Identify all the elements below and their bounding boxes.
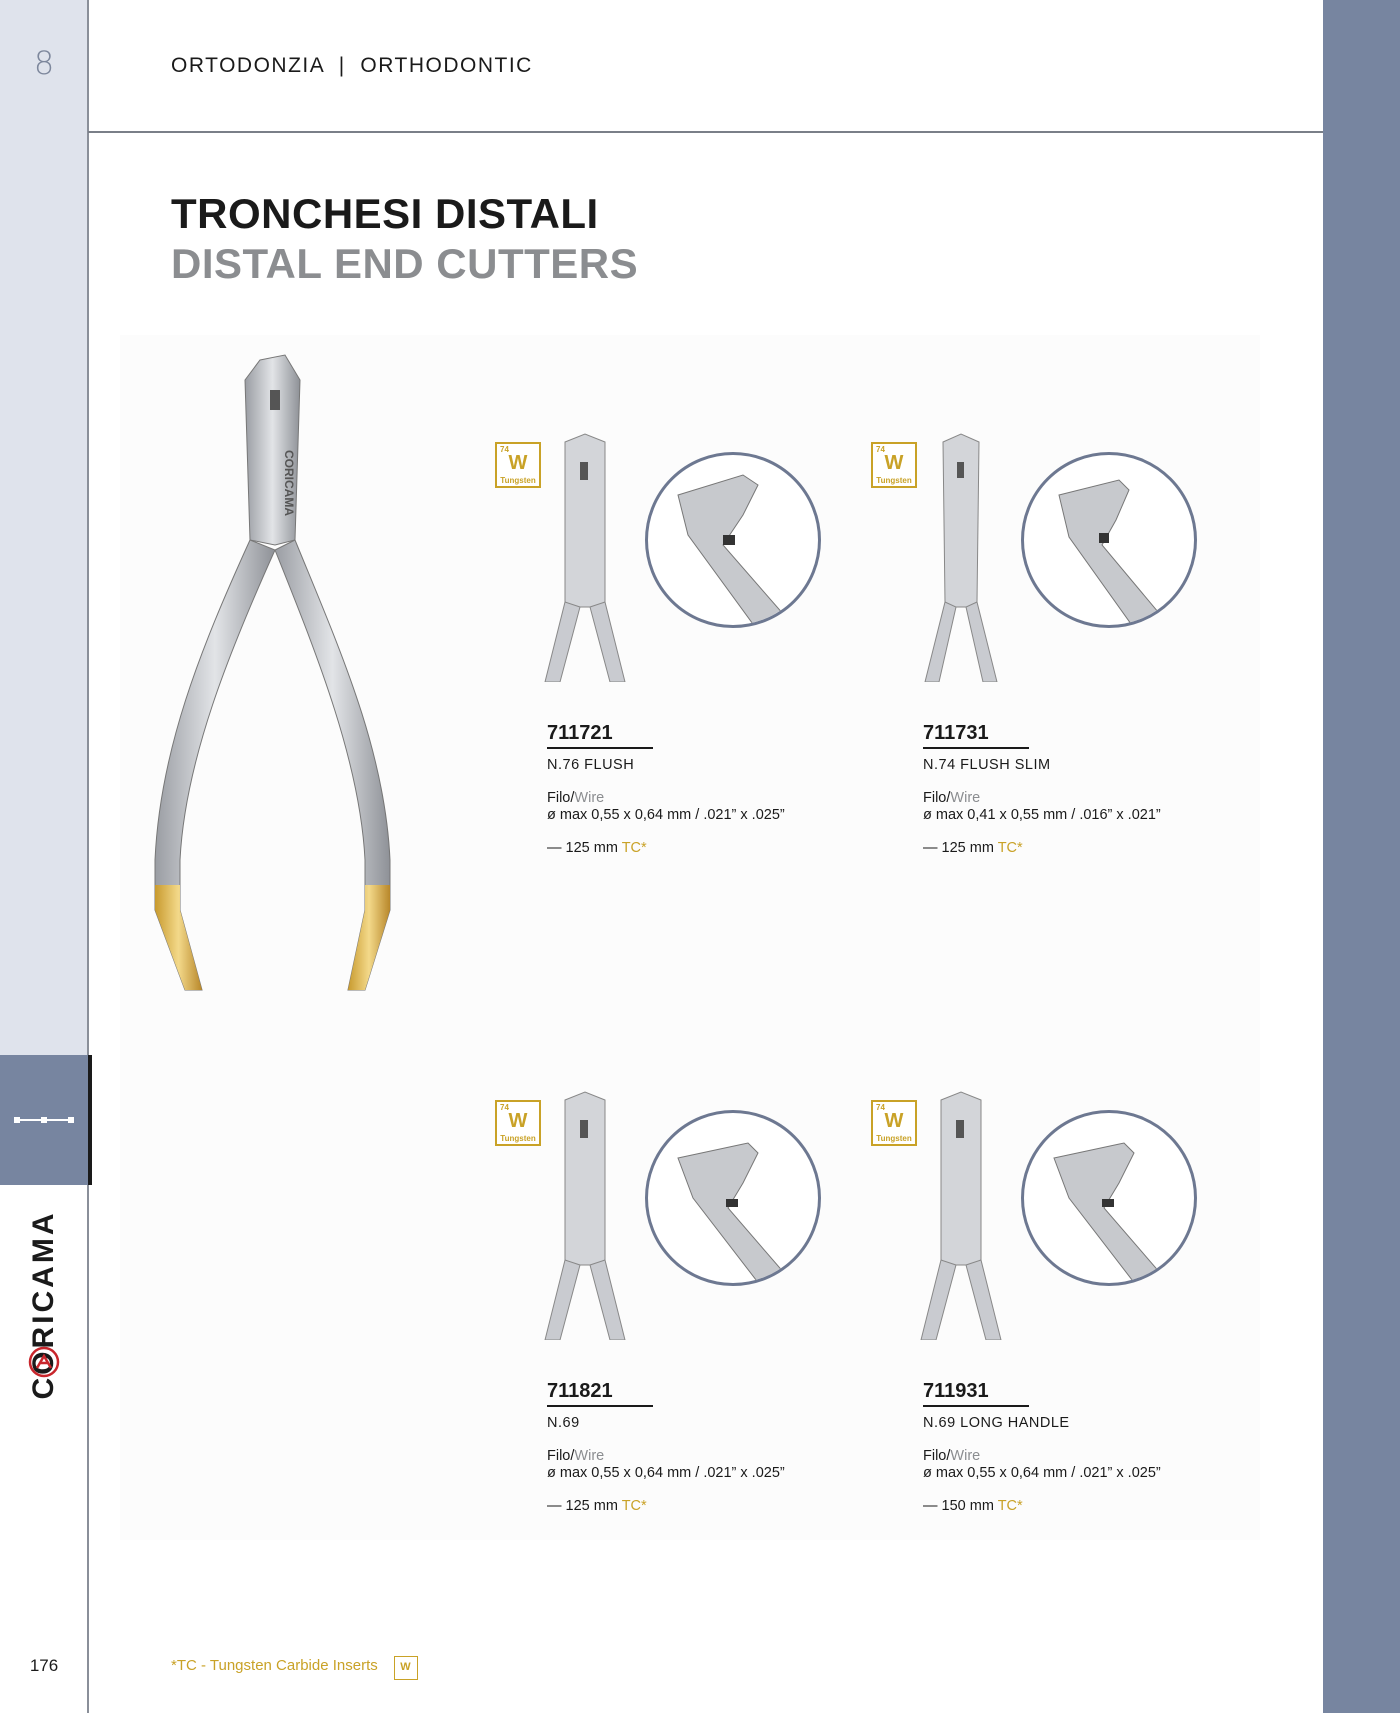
plier-head-image xyxy=(911,432,1011,682)
wire-spec: ø max 0,55 x 0,64 mm / .021” x .025” xyxy=(923,1465,1161,1481)
chapter-number: 8 xyxy=(33,44,55,82)
tungsten-badge: 74 W Tungsten xyxy=(871,1100,917,1146)
cutter-tip-detail-image xyxy=(1021,452,1197,628)
product-card[interactable] xyxy=(871,1100,1231,1560)
wire-spec: ø max 0,41 x 0,55 mm / .016” x .021” xyxy=(923,807,1161,823)
code-underline xyxy=(547,1405,653,1407)
plier-head-image xyxy=(911,1090,1011,1340)
wire-label: Filo/Wire xyxy=(923,1448,981,1464)
code-underline xyxy=(923,747,1029,749)
product-name: N.76 FLUSH xyxy=(547,757,635,773)
wire-spec: ø max 0,55 x 0,64 mm / .021” x .025” xyxy=(547,1465,785,1481)
svg-text:CORICAMA: CORICAMA xyxy=(282,450,296,516)
tungsten-badge: 74 W Tungsten xyxy=(871,442,917,488)
product-card[interactable] xyxy=(871,442,1231,902)
header-divider xyxy=(88,131,1323,133)
product-length: — 125 mm TC* xyxy=(547,1498,647,1514)
footnote: *TC - Tungsten Carbide Inserts xyxy=(171,1657,378,1674)
page-number: 176 xyxy=(29,1656,59,1675)
page-title-italian: TRONCHESI DISTALI xyxy=(171,190,599,237)
product-code: 711721 xyxy=(547,722,613,744)
product-code: 711931 xyxy=(923,1380,989,1402)
cutter-tip-detail-image xyxy=(645,452,821,628)
cutter-tip-detail-image xyxy=(1021,1110,1197,1286)
product-length: — 125 mm TC* xyxy=(547,840,647,856)
code-underline xyxy=(923,1405,1029,1407)
tungsten-badge-small: W xyxy=(394,1656,418,1680)
brand-logo-icon xyxy=(28,1346,60,1378)
brand-wordmark: CORICAMA xyxy=(27,1210,60,1400)
page-title-english: DISTAL END CUTTERS xyxy=(171,240,639,287)
product-code: 711821 xyxy=(547,1380,613,1402)
product-length: — 125 mm TC* xyxy=(923,840,1023,856)
cutter-tip-detail-image xyxy=(645,1110,821,1286)
product-code: 711731 xyxy=(923,722,989,744)
tungsten-badge: 74 W Tungsten xyxy=(495,1100,541,1146)
wire-spec: ø max 0,55 x 0,64 mm / .021” x .025” xyxy=(547,807,785,823)
wire-label: Filo/Wire xyxy=(547,1448,605,1464)
rail-divider xyxy=(87,0,89,1713)
distal-end-cutter-image xyxy=(140,350,440,1020)
product-card[interactable] xyxy=(495,1100,855,1560)
wire-label: Filo/Wire xyxy=(923,790,981,806)
plier-head-image xyxy=(535,432,635,682)
tungsten-badge: 74 W Tungsten xyxy=(495,442,541,488)
section-header: ORTODONZIA | ORTHODONTIC xyxy=(171,54,533,77)
product-name: N.69 xyxy=(547,1415,580,1431)
plier-head-image xyxy=(535,1090,635,1340)
code-underline xyxy=(547,747,653,749)
product-card[interactable] xyxy=(495,442,855,902)
product-length: — 150 mm TC* xyxy=(923,1498,1023,1514)
product-name: N.69 LONG HANDLE xyxy=(923,1415,1070,1431)
right-rail xyxy=(1323,0,1400,1713)
orthodontic-wire-icon xyxy=(14,1114,74,1126)
product-name: N.74 FLUSH SLIM xyxy=(923,757,1051,773)
wire-label: Filo/Wire xyxy=(547,790,605,806)
